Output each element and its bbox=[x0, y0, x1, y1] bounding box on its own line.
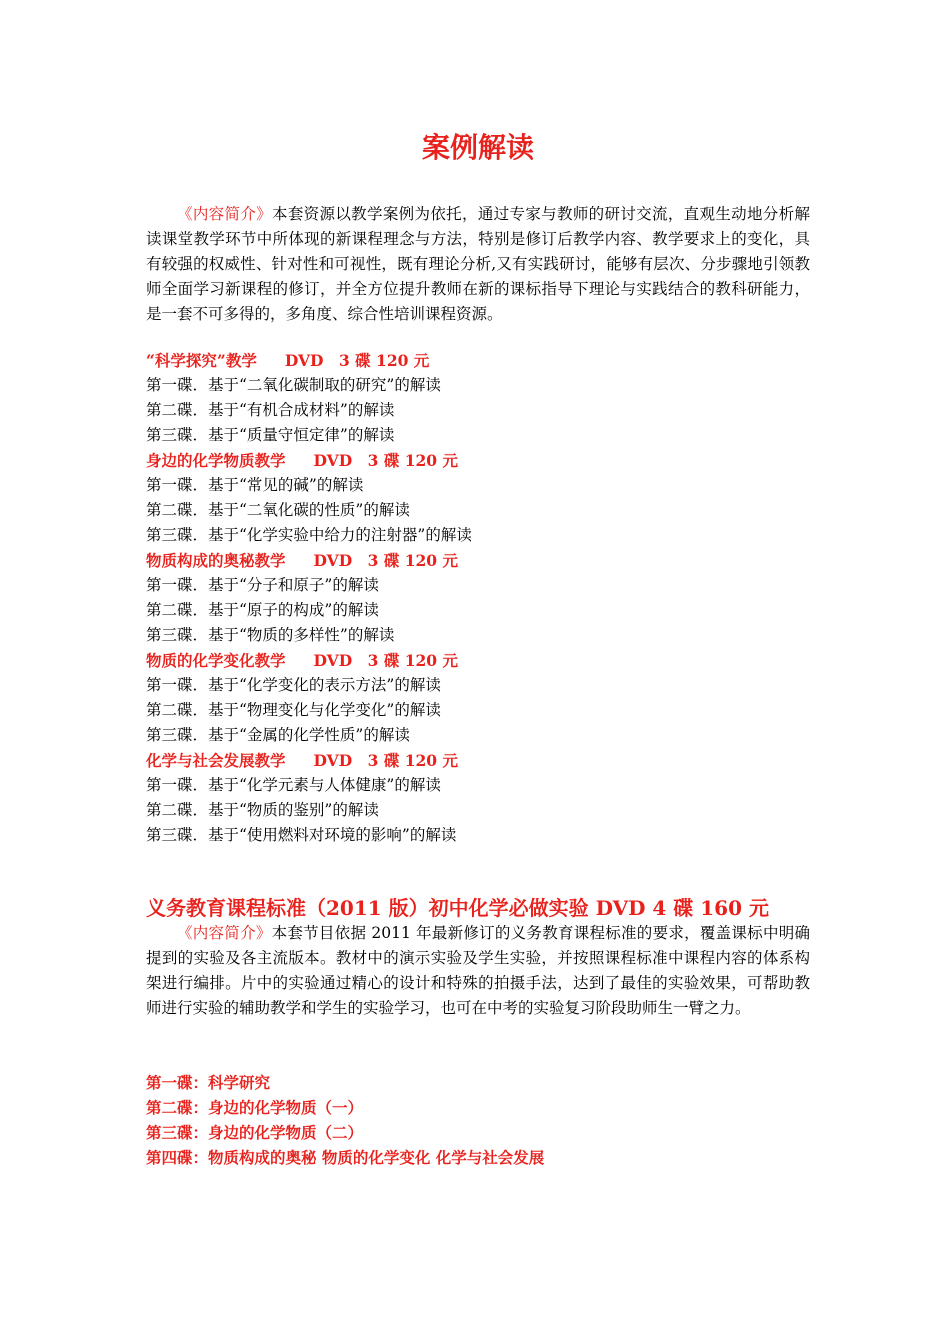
disc-item: 第四碟：物质构成的奥秘 物质的化学变化 化学与社会发展 bbox=[146, 1148, 545, 1167]
disc-item: 第一碟．基于“化学元素与人体健康”的解读 bbox=[146, 776, 441, 794]
group-name: 物质的化学变化教学 bbox=[146, 651, 286, 670]
disc-item: 第二碟：身边的化学物质（一） bbox=[146, 1098, 364, 1117]
disc-item: 第二碟．基于“物质的鉴别”的解读 bbox=[146, 801, 379, 819]
group-spec: DVD 3 碟 120 元 bbox=[284, 351, 430, 370]
disc-item: 第三碟．基于“物质的多样性”的解读 bbox=[146, 626, 395, 644]
group-spec: DVD 3 碟 120 元 bbox=[313, 751, 458, 770]
section2-intro bbox=[146, 921, 810, 1021]
group-heading bbox=[146, 748, 810, 773]
group-name: 化学与社会发展教学 bbox=[146, 751, 286, 770]
disc-item: 第二碟．基于“二氧化碳的性质”的解读 bbox=[146, 501, 410, 519]
section1-intro-text: 本套资源以教学案例为依托，通过专家与教师的研讨交流，直观生动地分析解读课堂教学环节中所体现的新课程理念与方法，特别是修订后教学内容、教学要求上的变化，具有较强的权威性、针对性和可视性，既有理论分析,又有实践研讨，能够有层次、分步骤地引领教师全面学习新课程的修订，并全方位提升教师在新的课标指导下理论与实践结合的教科研能力，是一套不可多得的，多角度、综合性培训课程资源。 bbox=[146, 205, 810, 323]
section2-intro-label: 《内容简介》 bbox=[177, 924, 272, 942]
section1-intro bbox=[146, 202, 810, 327]
disc-item: 第三碟．基于“使用燃料对环境的影响”的解读 bbox=[146, 826, 457, 844]
disc-item: 第一碟．基于“化学变化的表示方法”的解读 bbox=[146, 676, 441, 694]
group-heading bbox=[146, 548, 810, 573]
disc-item: 第一碟．基于“分子和原子”的解读 bbox=[146, 576, 379, 594]
disc-item: 第一碟．基于“二氧化碳制取的研究”的解读 bbox=[146, 376, 441, 394]
disc-item: 第三碟．基于“质量守恒定律”的解读 bbox=[146, 426, 395, 444]
page-title: 案例解读 bbox=[421, 131, 534, 164]
disc-item: 第一碟：科学研究 bbox=[146, 1073, 271, 1092]
disc-item: 第二碟．基于“物理变化与化学变化”的解读 bbox=[146, 701, 441, 719]
group-spec: DVD 3 碟 120 元 bbox=[313, 651, 458, 670]
group-heading bbox=[146, 648, 810, 673]
disc-item: 第三碟：身边的化学物质（二） bbox=[146, 1123, 364, 1142]
disc-item: 第二碟．基于“有机合成材料”的解读 bbox=[146, 401, 395, 419]
group-heading bbox=[146, 348, 810, 373]
disc-item: 第三碟．基于“金属的化学性质”的解读 bbox=[146, 726, 410, 744]
disc-item: 第二碟．基于“原子的构成”的解读 bbox=[146, 601, 379, 619]
section2-heading: 义务教育课程标准（2011 版）初中化学必做实验 DVD 4 碟 160 元 bbox=[146, 896, 769, 920]
section2-intro-text: 本套节目依据 2011 年最新修订的义务教育课程标准的要求，覆盖课标中明确提到的实验及各主流版本。教材中的演示实验及学生实验，并按照课程标准中课程内容的体系构架进行编排。片中的实验通过精心的设计和特殊的拍摄手法，达到了最佳的实验效果，可帮助教师进行实验的辅助教学和学生的实验学习，也可在中考的实验复习阶段助师生一臂之力。 bbox=[146, 924, 810, 1017]
group-spec: DVD 3 碟 120 元 bbox=[313, 451, 458, 470]
disc-item: 第三碟．基于“化学实验中给力的注射器”的解读 bbox=[146, 526, 472, 544]
section1-product-list bbox=[146, 348, 810, 848]
disc-item: 第一碟．基于“常见的碱”的解读 bbox=[146, 476, 364, 494]
group-heading bbox=[146, 448, 810, 473]
section2-disc-list bbox=[146, 1070, 810, 1170]
section1-intro-label: 《内容简介》 bbox=[177, 205, 272, 223]
group-name: “科学探究”教学 bbox=[146, 351, 257, 370]
group-name: 物质构成的奥秘教学 bbox=[146, 551, 286, 570]
group-spec: DVD 3 碟 120 元 bbox=[313, 551, 458, 570]
group-name: 身边的化学物质教学 bbox=[146, 451, 286, 470]
